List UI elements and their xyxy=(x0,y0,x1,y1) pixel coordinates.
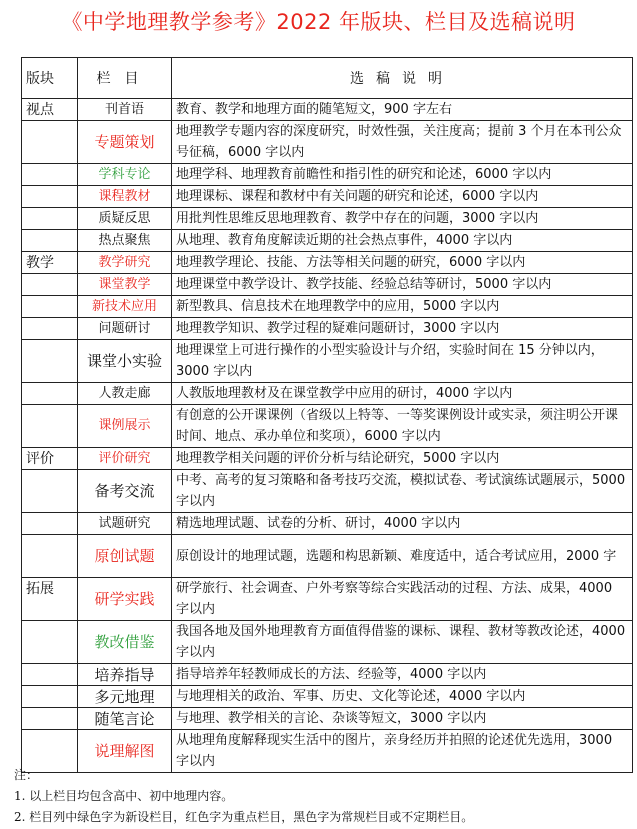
column-name: 学科专论 xyxy=(78,164,172,186)
table-row xyxy=(22,252,633,274)
table-row xyxy=(22,578,633,621)
block-label: 教学 xyxy=(22,252,78,274)
table-row xyxy=(22,621,633,664)
column-description: 地理教学知识、教学过程的疑难问题研讨，3000 字以内 xyxy=(172,318,633,340)
column-name: 备考交流 xyxy=(78,470,172,513)
block-cell xyxy=(22,274,78,296)
table-row xyxy=(22,121,633,164)
table-row xyxy=(22,448,633,470)
block-cell xyxy=(22,470,78,513)
column-description: 原创设计的地理试题，选题和构思新颖、难度适中，适合考试应用，2000 字 xyxy=(172,535,633,578)
table-row xyxy=(22,164,633,186)
table-row xyxy=(22,99,633,121)
block-cell xyxy=(22,686,78,708)
table-row xyxy=(22,186,633,208)
column-description: 指导培养年轻教师成长的方法、经验等，4000 字以内 xyxy=(172,664,633,686)
block-cell xyxy=(22,164,78,186)
column-description: 用批判性思维反思地理教育、教学中存在的问题，3000 字以内 xyxy=(172,208,633,230)
column-description: 地理课堂中教学设计、教学技能、经验总结等研讨，5000 字以内 xyxy=(172,274,633,296)
note-1: 1. 以上栏目均包含高中、初中地理内容。 xyxy=(14,789,234,803)
block-label: 视点 xyxy=(22,99,78,121)
column-description: 人教版地理教材及在课堂教学中应用的研讨，4000 字以内 xyxy=(172,383,633,405)
block-cell xyxy=(22,513,78,535)
column-name: 试题研究 xyxy=(78,513,172,535)
column-description: 与地理相关的政治、军事、历史、文化等论述，4000 字以内 xyxy=(172,686,633,708)
column-name: 课堂小实验 xyxy=(78,340,172,383)
column-name: 教改借鉴 xyxy=(78,621,172,664)
block-cell xyxy=(22,208,78,230)
notes xyxy=(14,765,473,828)
column-name: 教学研究 xyxy=(78,252,172,274)
header-block: 版块 xyxy=(22,58,78,99)
block-cell xyxy=(22,296,78,318)
column-description: 地理教学相关问题的评价分析与结论研究，5000 字以内 xyxy=(172,448,633,470)
column-name: 专题策划 xyxy=(78,121,172,164)
block-cell xyxy=(22,121,78,164)
table-row xyxy=(22,664,633,686)
block-cell xyxy=(22,405,78,448)
table-header-row xyxy=(22,58,633,99)
column-description: 地理教学专题内容的深度研究，时效性强，关注度高；提前 3 个月在本刊公众号征稿，6000 字以内 xyxy=(172,121,633,164)
column-name: 问题研讨 xyxy=(78,318,172,340)
block-label: 拓展 xyxy=(22,578,78,621)
table-row xyxy=(22,686,633,708)
column-description: 研学旅行、社会调查、户外考察等综合实践活动的过程、方法、成果，4000 字以内 xyxy=(172,578,633,621)
block-cell xyxy=(22,383,78,405)
column-description: 地理课堂上可进行操作的小型实验设计与介绍，实验时间在 15 分钟以内，3000 字以内 xyxy=(172,340,633,383)
column-name: 人教走廊 xyxy=(78,383,172,405)
column-name: 热点聚焦 xyxy=(78,230,172,252)
block-cell xyxy=(22,230,78,252)
column-description: 从地理角度解释现实生活中的图片，亲身经历并拍照的论述优先选用，3000 字以内 xyxy=(172,730,633,773)
column-name: 刊首语 xyxy=(78,99,172,121)
column-description: 我国各地及国外地理教育方面值得借鉴的课标、课程、教材等教改论述，4000 字以内 xyxy=(172,621,633,664)
column-description: 有创意的公开课课例（省级以上特等、一等奖课例设计或实录，须注明公开课时间、地点、承办单位和奖项），6000 字以内 xyxy=(172,405,633,448)
page-title: 《中学地理教学参考》2022 年版块、栏目及选稿说明 xyxy=(61,10,576,34)
block-cell xyxy=(22,664,78,686)
notes-label: 注： xyxy=(14,768,39,782)
table-row xyxy=(22,296,633,318)
column-description: 教育、教学和地理方面的随笔短文，900 字左右 xyxy=(172,99,633,121)
column-description: 中考、高考的复习策略和备考技巧交流，模拟试卷、考试演练试题展示，5000 字以内 xyxy=(172,470,633,513)
table-row xyxy=(22,274,633,296)
column-name: 研学实践 xyxy=(78,578,172,621)
table-row xyxy=(22,405,633,448)
column-description: 从地理、教育角度解读近期的社会热点事件，4000 字以内 xyxy=(172,230,633,252)
block-cell xyxy=(22,708,78,730)
column-description: 精选地理试题、试卷的分析、研讨，4000 字以内 xyxy=(172,513,633,535)
block-cell xyxy=(22,318,78,340)
column-table xyxy=(21,57,633,773)
column-name: 随笔言论 xyxy=(78,708,172,730)
column-name: 培养指导 xyxy=(78,664,172,686)
column-description: 地理教学理论、技能、方法等相关问题的研究，6000 字以内 xyxy=(172,252,633,274)
table-row xyxy=(22,230,633,252)
column-name: 说理解图 xyxy=(78,730,172,773)
block-cell xyxy=(22,340,78,383)
table-row xyxy=(22,535,633,578)
column-description: 地理学科、地理教育前瞻性和指引性的研究和论述，6000 字以内 xyxy=(172,164,633,186)
note-2: 2. 栏目列中绿色字为新设栏目，红色字为重点栏目，黑色字为常规栏目或不定期栏目。 xyxy=(14,810,474,824)
column-name: 原创试题 xyxy=(78,535,172,578)
column-name: 评价研究 xyxy=(78,448,172,470)
table-row xyxy=(22,318,633,340)
column-name: 多元地理 xyxy=(78,686,172,708)
block-cell xyxy=(22,621,78,664)
table-row xyxy=(22,383,633,405)
block-cell xyxy=(22,535,78,578)
table-row xyxy=(22,208,633,230)
block-cell xyxy=(22,186,78,208)
block-label: 评价 xyxy=(22,448,78,470)
column-name: 新技术应用 xyxy=(78,296,172,318)
column-name: 质疑反思 xyxy=(78,208,172,230)
table-row xyxy=(22,470,633,513)
column-name: 课程教材 xyxy=(78,186,172,208)
column-name: 课例展示 xyxy=(78,405,172,448)
header-column: 栏目 xyxy=(78,58,172,99)
table-row xyxy=(22,340,633,383)
column-name: 课堂教学 xyxy=(78,274,172,296)
header-description: 选稿说明 xyxy=(172,58,633,99)
column-description: 新型教具、信息技术在地理教学中的应用，5000 字以内 xyxy=(172,296,633,318)
table-body xyxy=(22,99,633,773)
column-description: 与地理、教学相关的言论、杂谈等短文，3000 字以内 xyxy=(172,708,633,730)
table-row xyxy=(22,708,633,730)
column-description: 地理课标、课程和教材中有关问题的研究和论述，6000 字以内 xyxy=(172,186,633,208)
table-row xyxy=(22,513,633,535)
